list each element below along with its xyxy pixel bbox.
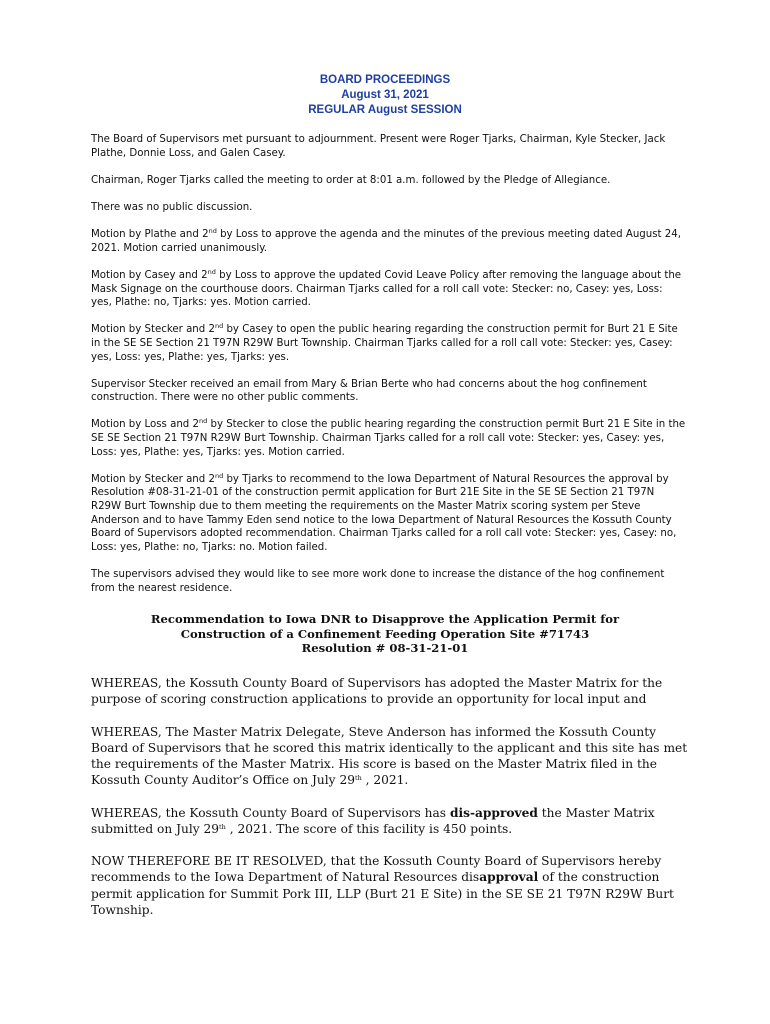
covid-policy-motion-paragraph (91, 269, 686, 310)
whereas-paragraph-1: WHEREAS, the Kossuth County Board of Supervisors has adopted the Master Matrix for the purpose of scoring construction applications to provide an opportunity for local input and (91, 676, 663, 707)
resolution-text: , 2021. The score of this facility is 450 points. (225, 821, 513, 836)
resolution-text: WHEREAS, The Master Matrix Delegate, Steve Anderson has informed the Kossuth County Board of Supervisors that he scored this matrix identically to the applicant and this site has met the requirements of the Master Matrix. His score is based on the Master Matrix filed in the Kossuth County Auditor’s Office on July 29 (91, 724, 688, 788)
attendance-paragraph: The Board of Supervisors met pursuant to adjournment. Present were Roger Tjarks, Chairman, Kyle Stecker, Jack Plathe, Donnie Loss, and Galen Casey. (91, 134, 666, 159)
motion-text: by Stecker to close the public hearing regarding the construction permit Burt 21 E Site in the SE SE Section 21 T97N R29W Burt Township. Chairman Tjarks called for a roll call vote: Stecker: yes, Casey: yes, Loss: yes, Plathe: yes, Tjarks: yes. Motion carried. (91, 419, 686, 458)
resolved-paragraph (91, 853, 691, 918)
call-to-order-paragraph: Chairman, Roger Tjarks called the meeting to order at 8:01 a.m. followed by the Pledge of Allegiance. (91, 174, 611, 186)
resolution-text: WHEREAS, the Kossuth County Board of Supervisors has (91, 805, 450, 820)
header-session: REGULAR August SESSION (308, 104, 462, 116)
ordinal-suffix: th (219, 822, 226, 831)
close-hearing-motion-paragraph (91, 418, 686, 459)
motion-text: Motion by Loss and 2 (91, 419, 199, 431)
resolution-title (0, 612, 770, 656)
header-title: BOARD PROCEEDINGS (319, 74, 451, 86)
resolution-number: Resolution # 08-31-21-01 (301, 641, 469, 655)
resolution-text: NOW THEREFORE BE IT RESOLVED, that the Kossuth County Board of Supervisors hereby recommends to the Iowa Department of Natural Resources dis (91, 854, 662, 885)
ordinal-suffix: nd (198, 417, 208, 426)
whereas-paragraph-2 (91, 724, 691, 789)
motion-text: Motion by Plathe and 2 (91, 229, 209, 241)
header-date: August 31, 2021 (341, 89, 429, 101)
public-comments-paragraph: Supervisor Stecker received an email from Mary & Brian Berte who had concerns about the hog confinement construction. There were no other public comments. (91, 378, 647, 404)
motion-text: Motion by Casey and 2 (91, 269, 208, 281)
ordinal-suffix: nd (214, 471, 224, 480)
whereas-paragraph-3 (91, 805, 691, 837)
emphasis-text: approval (479, 870, 539, 885)
public-discussion-paragraph: There was no public discussion. (91, 201, 253, 213)
emphasis-text: dis-approved (449, 805, 538, 820)
resolution-title-line1: Recommendation to Iowa DNR to Disapprove the Application Permit for (150, 612, 620, 626)
motion-text: Motion by Stecker and 2 (91, 324, 215, 336)
motion-text: by Tjarks to recommend to the Iowa Department of Natural Resources the approval by Resolution #08-31-21-01 of the construction permit application for Burt 21E Site in the SE SE Section 21 T97N R29W Burt Township due to them meeting the requirements on the Master Matrix scoring system per Steve Anderson and to have Tammy Eden send notice to the Iowa Department of Natural Resources the Kossuth County Board of Supervisors adopted recommendation. Chairman Tjarks called for a roll call vote: Stecker: yes, Casey: no, Loss: yes, Plathe: no, Tjarks: no. Motion failed. (91, 473, 677, 553)
motion-text: by Casey to open the public hearing regarding the construction permit for Burt 21 E Site in the SE SE Section 21 T97N R29W Burt Township. Chairman Tjarks called for a roll call vote: Stecker: yes, Casey: yes, Loss: yes, Plathe: yes, Tjarks: yes. (91, 324, 678, 363)
ordinal-suffix: th (354, 774, 362, 783)
motion-text: by Loss to approve the updated Covid Leave Policy after removing the language about the Mask Signage on the courthouse doors. Chairman Tjarks called for a roll call vote: Stecker: no, Casey: yes, Loss: yes, Plathe: no, Tjarks: yes. Motion carried. (91, 269, 682, 309)
agenda-motion-paragraph (91, 228, 686, 255)
ordinal-suffix: nd (207, 267, 216, 276)
resolution-text: , 2021. (361, 773, 409, 788)
open-hearing-motion-paragraph (91, 323, 686, 364)
permit-recommendation-motion-paragraph (91, 473, 686, 555)
ordinal-suffix: nd (214, 322, 224, 331)
motion-text: by Loss to approve the agenda and the minutes of the previous meeting dated August 24, 2021. Motion carried unanimously. (91, 229, 681, 254)
resolution-text: the Master Matrix submitted on July 29 (91, 805, 655, 836)
motion-text: Motion by Stecker and 2 (91, 473, 215, 485)
resolution-title-line2: Construction of a Confinement Feeding Operation Site #71743 (180, 626, 590, 641)
resolution-body (91, 675, 691, 934)
resolution-text: of the construction permit application for Summit Pork III, LLP (Burt 21 E Site) in the SE SE 21 T97N R29W Burt Township. (91, 870, 674, 917)
minutes-body (91, 133, 686, 609)
ordinal-suffix: nd (208, 227, 217, 236)
document-header (0, 73, 770, 118)
supervisors-advice-paragraph: The supervisors advised they would like to see more work done to increase the distance of the hog confinement from the nearest residence. (91, 569, 665, 594)
